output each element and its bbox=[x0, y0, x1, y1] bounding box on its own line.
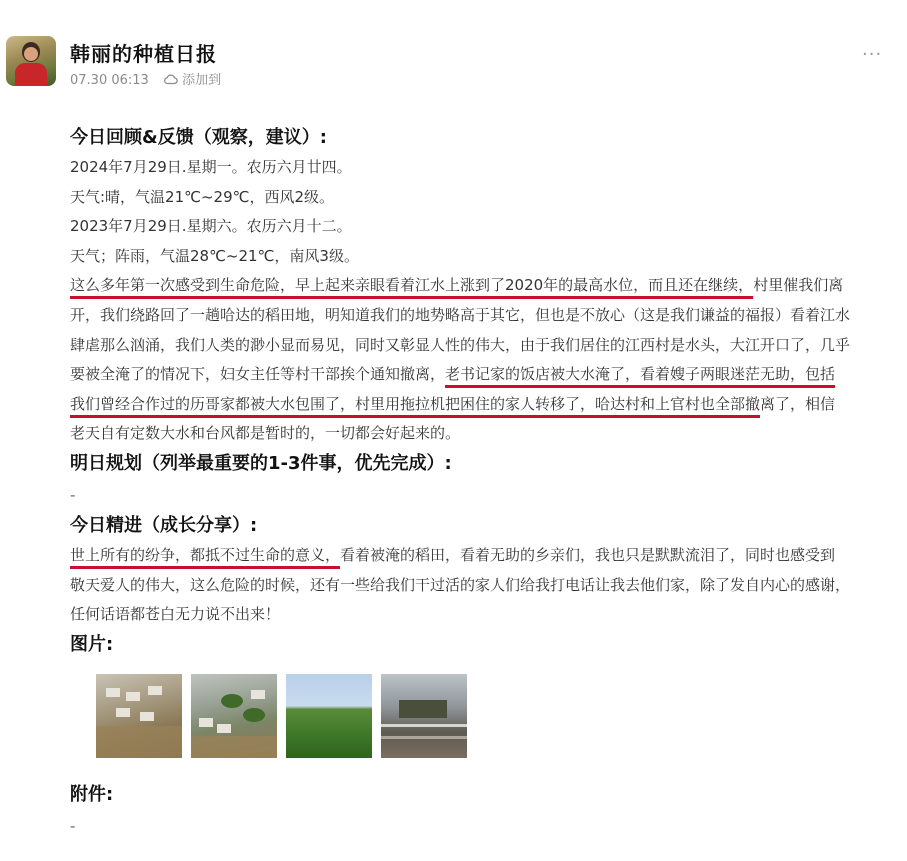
photo-thumbnail[interactable] bbox=[286, 674, 372, 758]
cloud-icon bbox=[163, 73, 178, 85]
photo-thumbnail[interactable] bbox=[381, 674, 467, 758]
review-paragraph bbox=[70, 271, 850, 449]
photo-gallery bbox=[96, 674, 850, 758]
post-header bbox=[0, 0, 907, 100]
underlined-text: 这么多年第一次感受到生命危险，早上起来亲眼看着江水上涨到了2020年的最高水位，而且还在继续， bbox=[70, 276, 754, 295]
post-body bbox=[70, 123, 850, 842]
timestamp: 07.30 06:13 bbox=[70, 73, 149, 88]
post-meta bbox=[70, 69, 221, 88]
add-to-button[interactable] bbox=[163, 73, 221, 88]
paragraph-text: 村里催我们离开，我们绕路回了一趟哈达的稻田地，明知道我们的地势略高于其它，但也是不放心（这是我们谦益的福报）看着江水肆虐那么汹涌，我们人类的渺小显而易见，同时又彰显人性的伟大，由于我们居住的江西村是水头，大江开口了，几乎要被全淹了的情况下，妇女主任等村干部挨个通知撤离， bbox=[70, 276, 851, 384]
growth-paragraph bbox=[70, 541, 850, 630]
more-options-icon[interactable]: ··· bbox=[862, 44, 883, 65]
plan-value: - bbox=[70, 485, 76, 504]
review-line: 天气:晴，气温21℃~29℃，西风2级。 bbox=[70, 187, 335, 206]
add-to-label: 添加到 bbox=[182, 73, 222, 88]
growth-title: 今日精进（成长分享）: bbox=[70, 514, 258, 536]
photo-thumbnail[interactable] bbox=[96, 674, 182, 758]
plan-title: 明日规划（列举最重要的1-3件事，优先完成）: bbox=[70, 452, 452, 474]
paragraph-text: 离了，相信老天自有定数大水和台风都是暂时的，一切都会好起来的。 bbox=[70, 394, 836, 443]
review-line: 2024年7月29日.星期一。农历六月廿四。 bbox=[70, 158, 352, 176]
underlined-text: 老书记家的饭店被大水淹了，看着嫂子两眼迷茫无助，包括我们曾经合作过的历哥家都被大水包围了，村里用拖拉机把困住的家人转移了，哈达村和上官村也全部撤 bbox=[70, 365, 836, 413]
underlined-text: 世上所有的纷争，都抵不过生命的意义， bbox=[70, 545, 341, 564]
images-title: 图片: bbox=[70, 633, 114, 655]
review-line: 2023年7月29日.星期六。农历六月十二。 bbox=[70, 217, 352, 236]
attachments-value: - bbox=[70, 816, 76, 835]
review-title: 今日回顾&反馈（观察，建议）: bbox=[70, 127, 327, 148]
post-title[interactable]: 韩丽的种植日报 bbox=[70, 42, 217, 66]
attachments-title: 附件: bbox=[70, 783, 114, 805]
review-line: 天气；阵雨，气温28℃~21℃，南风3级。 bbox=[70, 246, 359, 265]
photo-thumbnail[interactable] bbox=[191, 674, 277, 758]
paragraph-text: 看着被淹的稻田，看着无助的乡亲们，我也只是默默流泪了，同时也感受到敬天爱人的伟大，这么危险的时候，还有一些给我们干过活的家人们给我打电话让我去他们家，除了发自内心的感谢，任何话语都苍白无力说不出来！ bbox=[70, 545, 851, 624]
avatar[interactable] bbox=[6, 36, 56, 86]
